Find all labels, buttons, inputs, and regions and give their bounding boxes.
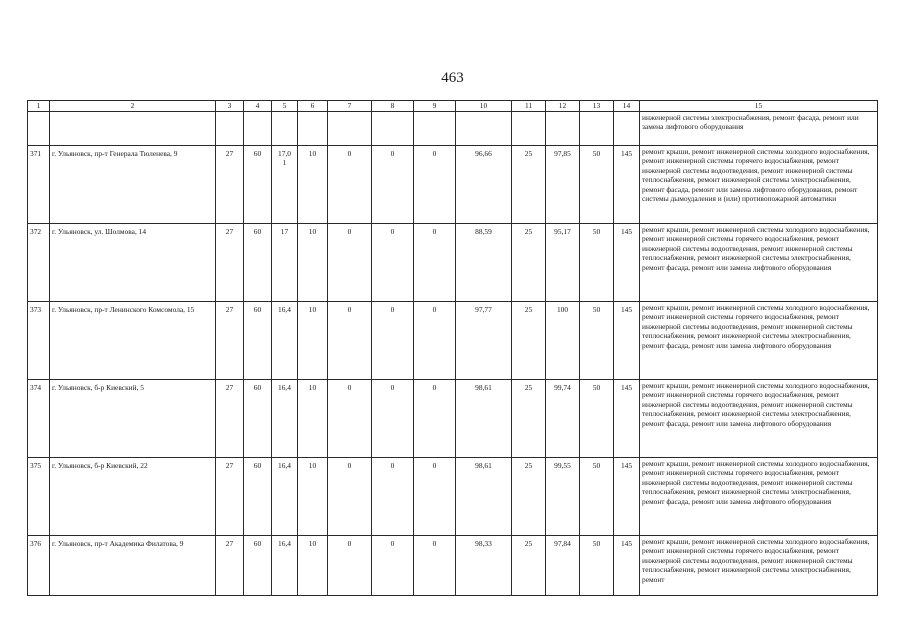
- cell-c5-line1: 17,0: [278, 149, 291, 158]
- cell-c9: 0: [414, 380, 456, 458]
- works-description: ремонт крыши, ремонт инженерной системы холодного водоснабжения, ремонт инженерной системы горячего водоснабжения, ремонт инженерной системы водоотведения, ремонт инженерной системы теплоснабжения, ремонт инженерной системы электроснабжения, ремонт: [640, 536, 878, 596]
- cell-c8: 0: [372, 146, 414, 224]
- cell-c12: 99,74: [546, 380, 580, 458]
- works-description: ремонт крыши, ремонт инженерной системы холодного водоснабжения, ремонт инженерной системы горячего водоснабжения, ремонт инженерной системы водоотведения, ремонт инженерной системы теплоснабжения, ремонт инженерной системы электроснабжения, ремонт фасада, ремонт или замена лифтового оборудования: [640, 380, 878, 458]
- cell-c14: 145: [614, 146, 640, 224]
- table-row: [28, 536, 878, 596]
- cell-c6: 10: [298, 458, 328, 536]
- cell-c8: 0: [372, 302, 414, 380]
- cell-c9: 0: [414, 224, 456, 302]
- row-number: 374: [28, 380, 50, 458]
- cell-c8: 0: [372, 458, 414, 536]
- cell-c14: 145: [614, 224, 640, 302]
- cell-c6: 10: [298, 536, 328, 596]
- cell-c11: 25: [512, 146, 546, 224]
- column-header: 15: [640, 101, 878, 112]
- cell-c12: 97,85: [546, 146, 580, 224]
- column-header: 10: [456, 101, 512, 112]
- cell-c8: 0: [372, 380, 414, 458]
- cell-c10: 98,61: [456, 380, 512, 458]
- cell-c13: 50: [580, 146, 614, 224]
- cell-c4: 60: [244, 380, 272, 458]
- cell-c5: 16,4: [272, 536, 298, 596]
- row-number: 375: [28, 458, 50, 536]
- cell-c6: 10: [298, 302, 328, 380]
- cell-c3: 27: [216, 146, 244, 224]
- cell-c5: 16,4: [272, 302, 298, 380]
- cell-c14: 145: [614, 380, 640, 458]
- row-number: 372: [28, 224, 50, 302]
- table-row: [28, 380, 878, 458]
- repair-schedule-table: [27, 100, 878, 596]
- cell-c8: 0: [372, 536, 414, 596]
- cell-c3: 27: [216, 380, 244, 458]
- row-number: 371: [28, 146, 50, 224]
- cell-c4: 60: [244, 458, 272, 536]
- cell-c7: 0: [328, 302, 372, 380]
- cell-c3: 27: [216, 224, 244, 302]
- column-header: 8: [372, 101, 414, 112]
- cell-c5-line2: 1: [282, 158, 287, 168]
- cell-c13: 50: [580, 380, 614, 458]
- cell-c8: 0: [372, 224, 414, 302]
- cell-c12: 100: [546, 302, 580, 380]
- cell-c13: 50: [580, 224, 614, 302]
- cell-c3: 27: [216, 536, 244, 596]
- row-address: г. Ульяновск, пр-т Ленинского Комсомола, 15: [50, 302, 216, 380]
- cell-c9: 0: [414, 458, 456, 536]
- cell-c7: 0: [328, 536, 372, 596]
- cell-c5: 16,4: [272, 458, 298, 536]
- cell-c10: 98,33: [456, 536, 512, 596]
- column-header: 4: [244, 101, 272, 112]
- cell-c7: 0: [328, 224, 372, 302]
- cell-c7: 0: [328, 146, 372, 224]
- cell-c11: 25: [512, 224, 546, 302]
- column-header: 9: [414, 101, 456, 112]
- table-row: [28, 224, 878, 302]
- page-number: 463: [441, 70, 464, 86]
- row-address: г. Ульяновск, б-р Киевский, 5: [50, 380, 216, 458]
- cell-c14: 145: [614, 458, 640, 536]
- cell-c10: 98,61: [456, 458, 512, 536]
- cell-c12: 97,84: [546, 536, 580, 596]
- cell-c3: 27: [216, 302, 244, 380]
- cell-c13: 50: [580, 536, 614, 596]
- cell-c11: 25: [512, 380, 546, 458]
- cell-c6: 10: [298, 380, 328, 458]
- cell-c5: [272, 146, 298, 224]
- cell-c6: 10: [298, 146, 328, 224]
- cell-c13: 50: [580, 458, 614, 536]
- cell-c5: 16,4: [272, 380, 298, 458]
- cell-c12: 99,55: [546, 458, 580, 536]
- cell-c10: 88,59: [456, 224, 512, 302]
- column-header: 1: [28, 101, 50, 112]
- works-description: ремонт крыши, ремонт инженерной системы холодного водоснабжения, ремонт инженерной системы горячего водоснабжения, ремонт инженерной системы водоотведения, ремонт инженерной системы теплоснабжения, ремонт инженерной системы электроснабжения, ремонт фасада, ремонт или замена лифтового оборудования: [640, 224, 878, 302]
- column-header: 13: [580, 101, 614, 112]
- cell-c4: 60: [244, 302, 272, 380]
- row-address: г. Ульяновск, б-р Киевский, 22: [50, 458, 216, 536]
- cell-c4: 60: [244, 146, 272, 224]
- cell-c10: 97,77: [456, 302, 512, 380]
- cell-c11: 25: [512, 302, 546, 380]
- row-address: г. Ульяновск, пр-т Генерала Тюленева, 9: [50, 146, 216, 224]
- row-number: 373: [28, 302, 50, 380]
- table-row: [28, 146, 878, 224]
- table-row: [28, 302, 878, 380]
- cell-c9: 0: [414, 536, 456, 596]
- cell-c4: 60: [244, 536, 272, 596]
- cell-c9: 0: [414, 146, 456, 224]
- cell-c9: 0: [414, 302, 456, 380]
- cell-c13: 50: [580, 302, 614, 380]
- cell-c7: 0: [328, 380, 372, 458]
- cell-c3: 27: [216, 458, 244, 536]
- row-number: 376: [28, 536, 50, 596]
- column-header: 3: [216, 101, 244, 112]
- works-description: ремонт крыши, ремонт инженерной системы холодного водоснабжения, ремонт инженерной системы горячего водоснабжения, ремонт инженерной системы водоотведения, ремонт инженерной системы теплоснабжения, ремонт инженерной системы электроснабжения, ремонт фасада, ремонт или замена лифтового оборудования: [640, 302, 878, 380]
- row-address: г. Ульяновск, ул. Шолмова, 14: [50, 224, 216, 302]
- cell-c7: 0: [328, 458, 372, 536]
- works-description: инженерной системы электроснабжения, ремонт фасада, ремонт или замена лифтового оборудования: [640, 112, 878, 146]
- column-header: 5: [272, 101, 298, 112]
- cell-c6: 10: [298, 224, 328, 302]
- cell-c5: 17: [272, 224, 298, 302]
- column-header: 7: [328, 101, 372, 112]
- cell-c10: 96,66: [456, 146, 512, 224]
- cell-c12: 95,17: [546, 224, 580, 302]
- works-description: ремонт крыши, ремонт инженерной системы холодного водоснабжения, ремонт инженерной системы горячего водоснабжения, ремонт инженерной системы водоотведения, ремонт инженерной системы теплоснабжения, ремонт инженерной системы электроснабжения, ремонт фасада, ремонт или замена лифтового оборудования: [640, 458, 878, 536]
- table-header-row: [28, 101, 878, 112]
- column-header: 14: [614, 101, 640, 112]
- column-header: 12: [546, 101, 580, 112]
- cell-c11: 25: [512, 536, 546, 596]
- row-address: г. Ульяновск, пр-т Академика Филатова, 9: [50, 536, 216, 596]
- table-row-continuation: [28, 112, 878, 146]
- table-row: [28, 458, 878, 536]
- cell-c11: 25: [512, 458, 546, 536]
- column-header: 2: [50, 101, 216, 112]
- column-header: 6: [298, 101, 328, 112]
- works-description: ремонт крыши, ремонт инженерной системы холодного водоснабжения, ремонт инженерной системы горячего водоснабжения, ремонт инженерной системы водоотведения, ремонт инженерной системы теплоснабжения, ремонт инженерной системы электроснабжения, ремонт фасада, ремонт или замена лифтового оборудования, ремонт системы дымоудаления и (или) противопожарной автоматики: [640, 146, 878, 224]
- cell-c14: 145: [614, 302, 640, 380]
- cell-c14: 145: [614, 536, 640, 596]
- cell-c4: 60: [244, 224, 272, 302]
- column-header: 11: [512, 101, 546, 112]
